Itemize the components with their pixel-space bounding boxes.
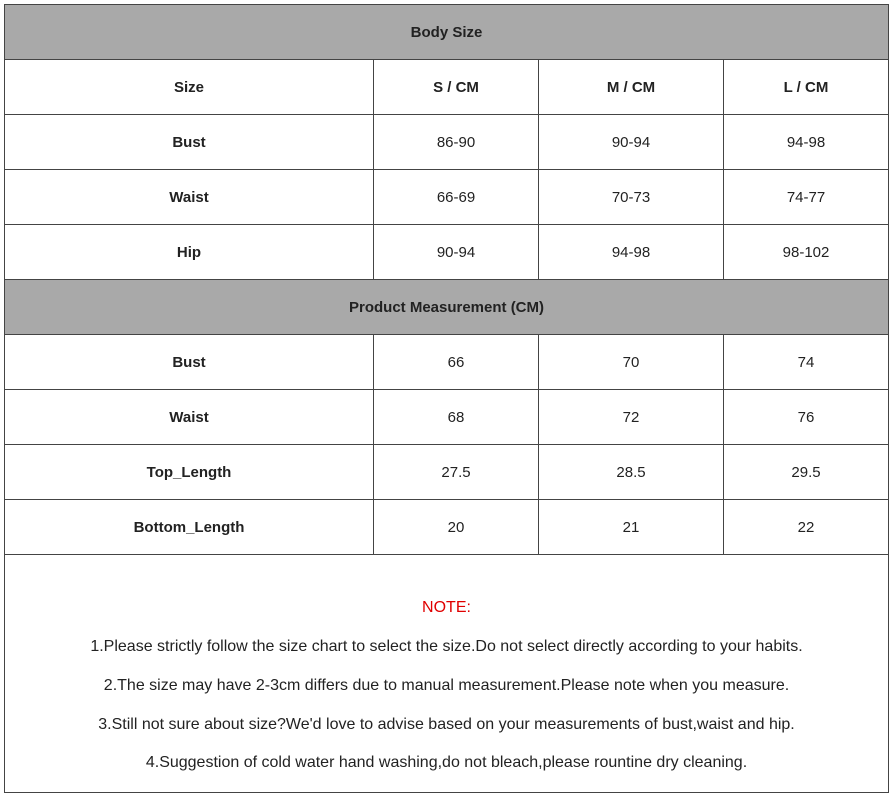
cell-m: 90-94 [539,115,724,169]
row-label: Bottom_Length [5,500,374,554]
cell-s: 20 [374,500,539,554]
table-row [5,335,888,390]
product-measurement-title: Product Measurement (CM) [348,298,545,316]
table-row [5,500,888,555]
cell-l: 22 [797,518,815,536]
cell-m: 72 [539,390,724,444]
note-line: 1.Please strictly follow the size chart to select the size.Do not select directly according to your habits. [90,638,803,656]
notes-section [5,555,888,792]
row-label: Bust [5,115,374,169]
column-header-size: Size [5,60,374,114]
note-line: 3.Still not sure about size?We'd love to advise based on your measurements of bust,waist and hip. [98,715,795,733]
column-header-row [5,60,888,115]
cell-m: 94-98 [539,225,724,279]
table-row [5,225,888,280]
cell-m: 70 [539,335,724,389]
column-header-m: M / CM [539,60,724,114]
body-size-header [5,5,888,60]
cell-m: 21 [539,500,724,554]
cell-s: 27.5 [374,445,539,499]
table-row [5,170,888,225]
product-measurement-header [5,280,888,335]
note-line: 4.Suggestion of cold water hand washing,do not bleach,please rountine dry cleaning. [145,754,748,772]
row-label: Bust [5,335,374,389]
cell-l: 94-98 [786,133,826,151]
column-header-l: L / CM [783,78,829,96]
cell-l: 76 [797,408,815,426]
cell-s: 86-90 [374,115,539,169]
table-row [5,390,888,445]
note-line: 2.The size may have 2-3cm differs due to manual measurement.Please note when you measure. [103,676,790,694]
cell-l: 74 [797,353,815,371]
cell-l: 29.5 [791,463,821,481]
cell-s: 66-69 [374,170,539,224]
cell-s: 66 [374,335,539,389]
column-header-s: S / CM [374,60,539,114]
cell-s: 68 [374,390,539,444]
size-chart-table [4,4,889,793]
body-size-title: Body Size [410,23,483,41]
cell-l: 98-102 [782,243,830,261]
row-label: Top_Length [5,445,374,499]
cell-s: 90-94 [374,225,539,279]
cell-l: 74-77 [786,188,826,206]
row-label: Hip [5,225,374,279]
table-row [5,445,888,500]
table-row [5,115,888,170]
cell-m: 70-73 [539,170,724,224]
row-label: Waist [5,170,374,224]
note-title: NOTE: [422,599,471,616]
cell-m: 28.5 [539,445,724,499]
row-label: Waist [5,390,374,444]
